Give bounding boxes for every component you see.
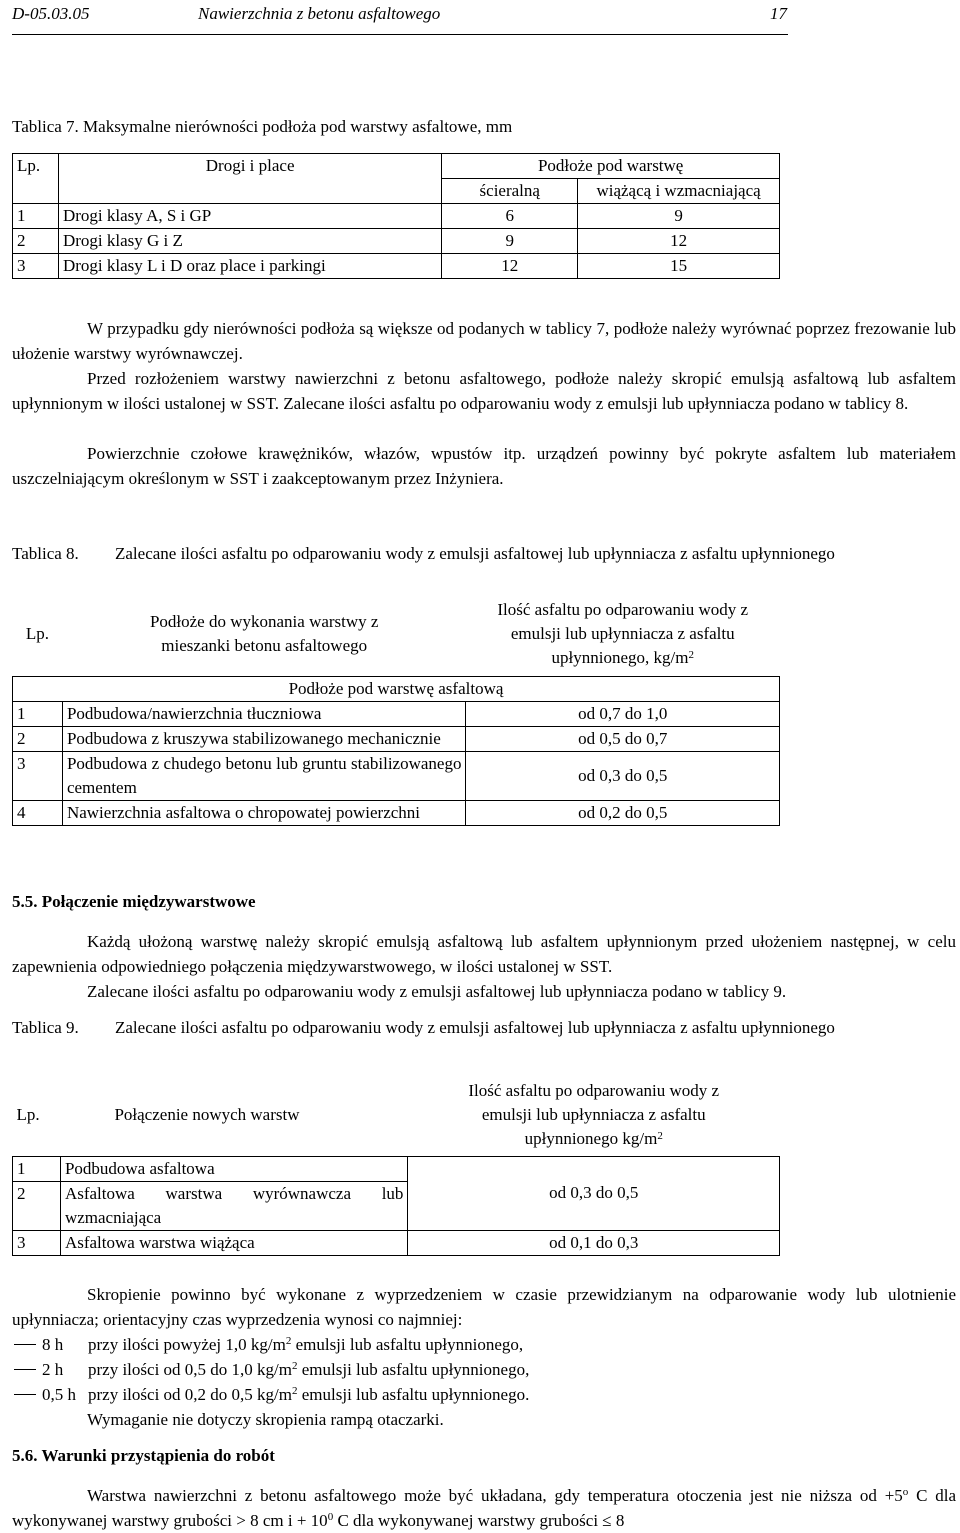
table-9-row-1-name: Podbudowa asfaltowa [60,1156,407,1181]
table-9-header-amount-sup: 2 [657,1130,663,1143]
table-9-row-3-lp: 3 [13,1230,61,1255]
list-item [42,1332,942,1357]
document-title: Nawierzchnia z betonu asfaltowego [198,4,441,23]
table-8-cell-value: od 0,5 do 0,7 [466,726,780,751]
table-7-cell-b: 12 [578,229,780,254]
table-8-cell-value: od 0,7 do 1,0 [466,701,780,726]
page-number: 17 [770,4,787,23]
table-8 [12,592,780,826]
table-7-cell-lp: 1 [13,204,59,229]
table-8-header-lp: Lp. [25,623,50,643]
section-5-6-title: 5.6. Warunki przystąpienia do robót [12,1446,275,1465]
table-7-row [13,229,780,254]
dash-bullet [14,1394,36,1395]
list-item-time: 2 h [42,1360,64,1379]
table-8-cell-lp: 1 [13,701,63,726]
table-7-cell-name: Drogi klasy G i Z [58,229,441,254]
list-item-sup: 2 [291,1385,298,1397]
table-8-row [13,751,780,800]
table-8-header-amount-sup: 2 [688,648,694,661]
paragraph-8-part-b: C dla wykonywanej warstwy grubości > 8 cm i + 10 [12,1486,957,1530]
table-9-row-12-value: od 0,3 do 0,5 [408,1156,780,1230]
table-8-cell-lp: 3 [13,751,63,800]
table-9-header-lp: Lp. [16,1105,40,1125]
table-9-caption-label: Tablica 9. [12,1018,79,1037]
table-8-cell-name: Podbudowa z chudego betonu lub gruntu stabilizowanego cementem [62,751,466,800]
table-8-caption [12,541,956,566]
table-8-caption-label: Tablica 8. [12,544,79,563]
table-9-row-3-value: od 0,1 do 0,3 [408,1230,780,1255]
paragraph-2: Przed rozłożeniem warstwy nawierzchni z betonu asfaltowego, podłoże należy skropić emulsją asfaltową lub asfaltem upłynnionym w ilości ustalonej w SST. Zalecane ilości asfaltu po odparowaniu wody z emulsji lub upłynniacza podano w tablicy 8. [12,369,956,413]
paragraph-5: Zalecane ilości asfaltu po odparowaniu wody z emulsji asfaltowej lub upłynniacza podano w tablicy 9. [87,982,787,1001]
table-7-cell-a: 9 [442,229,578,254]
table-8-row [13,800,780,825]
table-9-row-2-lp: 2 [13,1181,61,1230]
list-item-text: przy ilości powyżej 1,0 kg/m [88,1335,286,1354]
paragraph-7: Wymaganie nie dotyczy skropienia rampą otaczarki. [87,1410,444,1429]
list-item-text: przy ilości od 0,5 do 1,0 kg/m [88,1360,292,1379]
table-9-header-amount-text: Ilość asfaltu po odparowaniu wody z emulsji lub upłynniacza z asfaltu upłynnionego kg/m [468,1081,720,1149]
table-7 [12,153,780,279]
table-9-caption [12,1015,956,1040]
table-8-cell-lp: 4 [13,800,63,825]
table-8-group: Podłoże pod warstwę asfaltową [13,676,780,701]
paragraph-8 [12,1483,956,1533]
table-7-row [13,204,780,229]
table-9 [12,1075,780,1256]
table-8-cell-lp: 2 [13,726,63,751]
table-8-cell-value: od 0,3 do 0,5 [466,751,780,800]
list-item-time: 0,5 h [42,1385,76,1404]
table-9-header-conn: Połączenie nowych warstw [114,1105,300,1125]
table-8-cell-name: Nawierzchnia asfaltowa o chropowatej powierzchni [62,800,466,825]
list-item-sup: 2 [285,1335,292,1347]
section-5-5-title: 5.5. Połączenie międzywarstwowe [12,892,256,911]
dash-bullet [14,1344,36,1345]
list-item-suffix: emulsji lub asfaltu upłynnionego, [297,1360,530,1379]
table-8-cell-value: od 0,2 do 0,5 [466,800,780,825]
list-item [42,1357,942,1382]
paragraph-6: Skropienie powinno być wykonane z wyprzedzeniem w czasie przewidzianym na odparowanie wody lub ulotnienie upłynniacza; orientacyjny czas wyprzedzenia wynosi co najmniej: [12,1285,956,1329]
table-7-header-lp: Lp. [13,154,59,204]
paragraph-8-part-c: C dla wykonywanej warstwy grubości ≤ 8 [333,1511,625,1530]
table-7-row [13,254,780,279]
table-8-caption-text: Zalecane ilości asfaltu po odparowaniu wody z emulsji asfaltowej lub upłynniacza z asfaltu upłynnionego [115,544,835,563]
table-7-cell-b: 15 [578,254,780,279]
table-7-cell-lp: 3 [13,254,59,279]
table-8-cell-name: Podbudowa z kruszywa stabilizowanego mechanicznie [62,726,466,751]
table-7-header-wear: ścieralną [442,179,578,204]
page-header [12,4,788,35]
list-item-time: 8 h [42,1335,64,1354]
table-9-row-1-lp: 1 [13,1156,61,1181]
table-9-row-3-name: Asfaltowa warstwa wiążąca [60,1230,407,1255]
paragraph-1: W przypadku gdy nierówności podłoża są większe od podanych w tablicy 7, podłoże należy wyrównać poprzez frezowanie lub ułożenie warstwy wyrównawczej. [12,319,956,363]
table-8-header-amount-text: Ilość asfaltu po odparowaniu wody z emulsji lub upłynniacza z asfaltu upłynnionego, kg/m [497,599,749,667]
paragraph-8-sup-2: 0 [327,1511,334,1523]
list-item-sup: 2 [291,1360,298,1372]
document-code: D-05.03.05 [12,4,90,23]
table-7-cell-a: 6 [442,204,578,229]
table-7-cell-a: 12 [442,254,578,279]
table-7-header-bind: wiążącą i wzmacniającą [578,179,780,204]
table-9-row-2-name: Asfaltowa warstwa wyrównawcza lub wzmacniająca [60,1181,407,1230]
dash-bullet [14,1369,36,1370]
table-8-row [13,701,780,726]
list-item-suffix: emulsji lub asfaltu upłynnionego. [297,1385,530,1404]
list-item [42,1382,942,1407]
table-9-caption-text: Zalecane ilości asfaltu po odparowaniu wody z emulsji asfaltowej lub upłynniacza z asfaltu upłynnionego [115,1018,835,1037]
paragraph-4: Każdą ułożoną warstwę należy skropić emulsją asfaltową lub asfaltem upłynnionym przed ułożeniem następnej, w celu zapewnienia odpowiedniego połączenia międzywarstwowego, w ilości ustalonej w SST. [12,932,956,976]
table-7-header-base: Podłoże pod warstwę [442,154,780,179]
table-8-header-amount [466,592,780,676]
table-7-cell-b: 9 [578,204,780,229]
table-8-row [13,726,780,751]
table-9-header-amount [408,1075,780,1156]
table-7-header-roads: Drogi i place [58,154,441,204]
table-7-caption: Tablica 7. Maksymalne nierówności podłoża pod warstwy asfaltowe, mm [12,117,513,136]
table-8-header-base: Podłoże do wykonania warstwy z mieszanki betonu asfaltowego [149,611,379,655]
table-7-cell-name: Drogi klasy A, S i GP [58,204,441,229]
table-7-cell-name: Drogi klasy L i D oraz place i parkingi [58,254,441,279]
paragraph-8-sup-1: o [902,1486,909,1498]
paragraph-8-part-a: Warstwa nawierzchni z betonu asfaltowego może być układana, gdy temperatura otoczenia jest nie niższa od +5 [87,1486,903,1505]
list-item-suffix: emulsji lub asfaltu upłynnionego, [291,1335,524,1354]
paragraph-3: Powierzchnie czołowe krawężników, włazów, wpustów itp. urządzeń powinny być pokryte asfaltem lub materiałem uszczelniającym określonym w SST i zaakceptowanym przez Inżyniera. [12,444,956,488]
table-7-cell-lp: 2 [13,229,59,254]
table-8-cell-name: Podbudowa/nawierzchnia tłuczniowa [62,701,466,726]
list-item-text: przy ilości od 0,2 do 0,5 kg/m [88,1385,292,1404]
